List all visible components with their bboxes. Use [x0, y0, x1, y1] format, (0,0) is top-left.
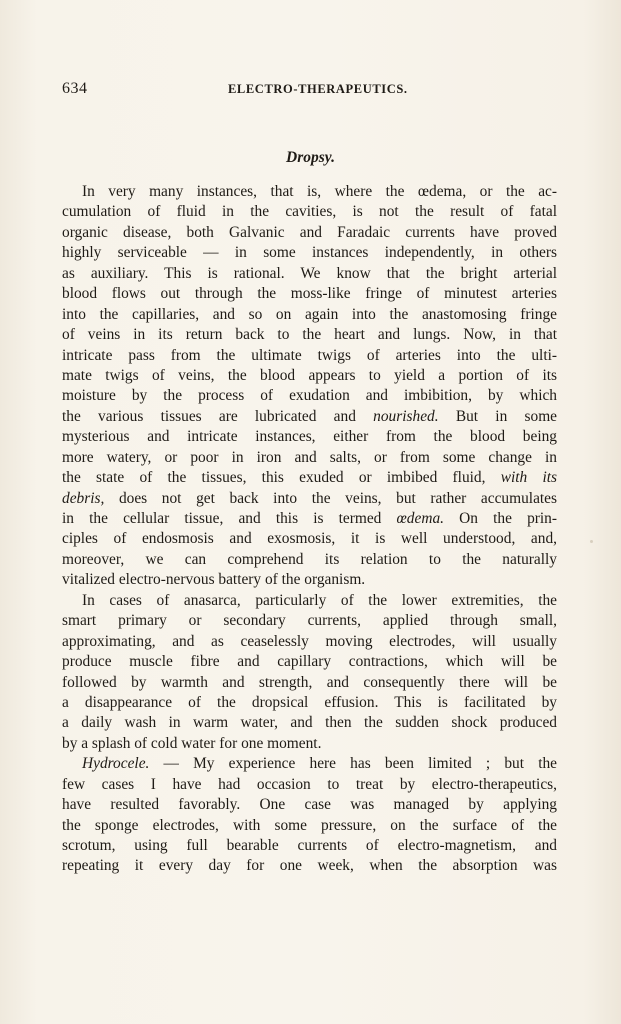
text-segment: But in some	[438, 407, 557, 425]
text-line: produce muscle fibre and capillary contractions, which will be	[62, 653, 557, 671]
italic-term-hydrocele: Hydrocele.	[82, 755, 150, 773]
text-line: into the capillaries, and so on again into the anastomosing fringe	[62, 305, 557, 323]
text-line: vitalized electro-nervous battery of the organism.	[62, 571, 366, 589]
text-segment: the state of the tissues, this exuded or imbibed fluid,	[62, 469, 486, 487]
text-line	[62, 407, 557, 427]
text-line: ciples of endosmosis and exosmosis, it is well understood, and,	[62, 530, 557, 548]
text-line: few cases I have had occasion to treat by electro-therapeutics,	[62, 775, 557, 793]
text-line: of veins in its return back to the heart and lungs. Now, in that	[62, 326, 557, 344]
text-segment: — My experience here has been limited ; but the	[149, 755, 557, 773]
text-segment: does not get back into the veins, but rather accumulates	[104, 489, 557, 507]
text-line: a disappearance of the dropsical effusion. This is facilitated by	[62, 693, 557, 711]
text-line: blood flows out through the moss-like fringe of minutest arteries	[62, 285, 557, 303]
text-line: have resulted favorably. One case was managed by applying	[62, 796, 557, 814]
text-line: In cases of anasarca, particularly of the lower extremities, the	[82, 591, 557, 609]
text-line: moreover, we can comprehend its relation to the naturally	[62, 550, 557, 568]
text-segment: the various tissues are lubricated and	[62, 407, 356, 425]
italic-term-debris: debris,	[62, 489, 105, 507]
text-line: moisture by the process of exudation and imbibition, by which	[62, 387, 557, 405]
text-line: by a splash of cold water for one moment.	[62, 734, 322, 752]
italic-term-nourished: nourished.	[373, 407, 439, 425]
text-line: as auxiliary. This is rational. We know that the bright arterial	[62, 264, 557, 282]
text-line: organic disease, both Galvanic and Faradaic currents have proved	[62, 223, 557, 241]
text-line: approximating, and as ceaselessly moving electrodes, will usually	[62, 632, 557, 650]
running-title: ELECTRO-THERAPEUTICS.	[228, 82, 408, 96]
italic-term-with-its: with its	[500, 469, 557, 487]
text-line	[62, 509, 557, 529]
margin-speck	[590, 540, 593, 543]
text-line: the sponge electrodes, with some pressure, on the surface of the	[62, 816, 557, 834]
text-line: intricate pass from the ultimate twigs of arteries into the ulti-	[62, 346, 557, 364]
text-line: repeating it every day for one week, when the absorption was	[62, 857, 557, 875]
italic-term-oedema: œdema.	[396, 510, 444, 527]
page-number: 634	[62, 80, 88, 97]
body-text	[62, 182, 557, 877]
text-line	[62, 468, 557, 488]
text-line	[62, 754, 557, 774]
text-segment: in the cellular tissue, and this is termed	[62, 510, 382, 527]
text-line: more watery, or poor in iron and salts, or from some change in	[62, 448, 557, 466]
text-line: mysterious and intricate instances, either from the blood being	[62, 428, 557, 446]
text-line: smart primary or secondary currents, applied through small,	[62, 612, 557, 630]
text-line: mate twigs of veins, the blood appears to yield a portion of its	[62, 366, 557, 384]
text-line	[62, 489, 557, 509]
section-title: Dropsy.	[286, 149, 335, 166]
text-line: scrotum, using full bearable currents of electro-magnetism, and	[62, 837, 557, 854]
text-line: cumulation of fluid in the cavities, is not the result of fatal	[62, 203, 557, 221]
text-line: highly serviceable — in some instances independently, in others	[62, 244, 557, 262]
text-line: followed by warmth and strength, and consequently there will be	[62, 673, 557, 691]
text-line: a daily wash in warm water, and then the sudden shock produced	[62, 714, 557, 732]
text-line: In very many instances, that is, where the œdema, or the ac-	[82, 183, 557, 200]
running-head	[62, 80, 556, 100]
text-segment: On the prin-	[443, 510, 557, 527]
